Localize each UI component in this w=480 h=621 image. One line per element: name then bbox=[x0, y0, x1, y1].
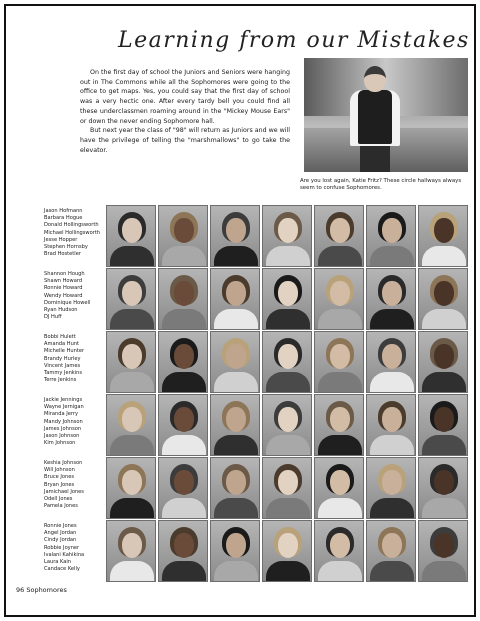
student-portrait bbox=[106, 394, 156, 456]
student-name: Tammy Jenkins bbox=[44, 370, 83, 377]
student-name: Jesse Hopper bbox=[44, 236, 78, 243]
portrait-row bbox=[106, 394, 472, 456]
student-portrait bbox=[262, 205, 312, 267]
page-title: Learning from our Mistakes bbox=[118, 28, 470, 53]
student-portrait bbox=[418, 205, 468, 267]
photo-caption: Are you lost again, Katie Fritz? These circle hallways always seem to confuse Sophomores. bbox=[300, 178, 462, 192]
portrait-row bbox=[106, 520, 472, 582]
student-name: Michelle Hunter bbox=[44, 348, 85, 355]
intro-paragraph-2: But next year the class of "98" will return as Juniors and we will have the privilege of telling the "marshmallows" to go take the elevator. bbox=[80, 127, 291, 154]
student-portrait bbox=[418, 268, 468, 330]
student-name: Pamela Jones bbox=[44, 503, 78, 510]
student-name: Angel Jordan bbox=[44, 530, 77, 537]
student-portrait bbox=[210, 394, 260, 456]
student-name: Jackie Jennings bbox=[44, 397, 83, 403]
name-list bbox=[44, 460, 106, 510]
student-name: Michael Hollingsworth bbox=[44, 229, 101, 236]
student-portrait bbox=[158, 331, 208, 393]
student-name: Donald Hollingsworth bbox=[44, 222, 99, 229]
student-portrait bbox=[210, 331, 260, 393]
student-name: Wayne Jernigan bbox=[44, 404, 84, 411]
portrait-row bbox=[106, 268, 472, 330]
student-portrait bbox=[262, 457, 312, 519]
student-name: Mandy Johnson bbox=[44, 418, 83, 425]
student-portrait bbox=[262, 268, 312, 330]
student-portrait bbox=[262, 520, 312, 582]
student-portrait bbox=[210, 205, 260, 267]
name-list bbox=[44, 208, 106, 258]
student-portrait bbox=[158, 268, 208, 330]
student-portrait bbox=[366, 520, 416, 582]
student-name: Wendy Howard bbox=[44, 292, 83, 299]
student-figure bbox=[348, 66, 402, 172]
student-portrait bbox=[106, 205, 156, 267]
student-portrait bbox=[366, 331, 416, 393]
student-name: Robbie Joyner bbox=[44, 544, 80, 551]
student-portrait bbox=[314, 457, 364, 519]
student-name: Bryan Jones bbox=[44, 481, 75, 488]
portrait-row bbox=[106, 331, 472, 393]
student-portrait bbox=[366, 457, 416, 519]
student-name: DJ Huff bbox=[44, 314, 62, 321]
student-name: Bruce Jones bbox=[44, 474, 75, 481]
student-portrait bbox=[210, 520, 260, 582]
student-name: Amanda Hunt bbox=[44, 341, 80, 348]
student-portrait bbox=[314, 520, 364, 582]
student-portrait bbox=[262, 331, 312, 393]
student-name: Ivalani Kahikina bbox=[44, 551, 85, 558]
student-portrait bbox=[314, 205, 364, 267]
student-portrait bbox=[418, 331, 468, 393]
student-name: Vincent James bbox=[44, 362, 81, 369]
name-list bbox=[44, 397, 106, 447]
student-portrait bbox=[210, 268, 260, 330]
student-portrait bbox=[210, 457, 260, 519]
student-name: Bobbi Hulett bbox=[44, 334, 76, 340]
student-name: Jamichael Jones bbox=[44, 488, 84, 495]
portrait-row bbox=[106, 205, 472, 267]
student-name: Terre Jenkins bbox=[44, 377, 77, 384]
portrait-row bbox=[106, 457, 472, 519]
student-name: Dominique Howell bbox=[44, 299, 91, 306]
name-list bbox=[44, 334, 106, 384]
student-portrait bbox=[106, 331, 156, 393]
student-portrait bbox=[314, 268, 364, 330]
student-name: Ryan Hudson bbox=[44, 307, 78, 314]
student-name: Odell Jones bbox=[44, 496, 73, 503]
student-portrait bbox=[366, 268, 416, 330]
name-list bbox=[44, 523, 106, 573]
student-portrait bbox=[262, 394, 312, 456]
student-name: Kim Johnson bbox=[44, 440, 76, 447]
page-footer: 96 Sophomores bbox=[16, 586, 67, 594]
student-name: Stephen Hornsby bbox=[44, 244, 88, 251]
student-portrait bbox=[158, 457, 208, 519]
student-portrait bbox=[314, 331, 364, 393]
student-name: Brandy Hurley bbox=[44, 355, 81, 362]
student-portrait bbox=[106, 520, 156, 582]
student-portrait bbox=[418, 520, 468, 582]
student-name: Miranda Jerry bbox=[44, 411, 78, 418]
student-name: Shawn Howard bbox=[44, 278, 83, 285]
student-portrait bbox=[158, 205, 208, 267]
student-name: Barbara Hogue bbox=[44, 215, 83, 222]
student-name: Ronnie Jones bbox=[44, 523, 77, 529]
student-name: Ronnie Howard bbox=[44, 285, 83, 292]
student-name: Shannon Hough bbox=[44, 271, 85, 277]
student-name: James Johnson bbox=[44, 425, 82, 432]
student-portrait bbox=[314, 394, 364, 456]
student-name: Laura Kain bbox=[44, 559, 72, 566]
intro-paragraph-1: On the first day of school the Juniors and Seniors were hanging out in The Commons while all the Sophomores were going to the office to get maps. Yes, you could say that the first day of school was a very hectic one. After every tardy bell you could find all these underclassmen roaming around in the "Mickey Mouse Ears" or down the never ending Sophomore hall. bbox=[80, 69, 290, 125]
student-portrait bbox=[158, 394, 208, 456]
student-name: Will Johnson bbox=[44, 467, 75, 474]
intro-text bbox=[80, 68, 290, 155]
student-portrait bbox=[418, 457, 468, 519]
student-name: Jason Hofmann bbox=[44, 208, 83, 214]
student-portrait bbox=[366, 394, 416, 456]
student-name: Brad Hostetler bbox=[44, 251, 81, 258]
student-name: Keshia Johnson bbox=[44, 460, 83, 466]
student-name: Cindy Jordan bbox=[44, 537, 77, 544]
student-portrait bbox=[418, 394, 468, 456]
name-list bbox=[44, 271, 106, 321]
student-portrait bbox=[106, 268, 156, 330]
student-portrait bbox=[158, 520, 208, 582]
student-portrait bbox=[366, 205, 416, 267]
student-name: Candace Kelly bbox=[44, 566, 80, 573]
feature-photo bbox=[304, 58, 468, 172]
student-portrait bbox=[106, 457, 156, 519]
student-name: Jason Johnson bbox=[44, 433, 80, 440]
